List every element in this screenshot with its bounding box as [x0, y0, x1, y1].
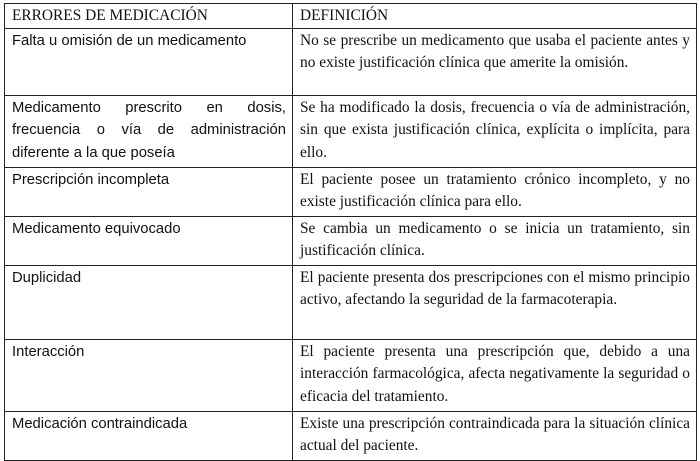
definition-cell: El paciente presenta una prescripción que, debido a una interacción farmacológica, afecta negativamente la seguridad o eficacia del tratamiento. — [293, 339, 697, 411]
error-cell: Medicación contraindicada — [5, 411, 293, 460]
table-row — [5, 95, 697, 167]
table-row — [5, 265, 697, 339]
table-row — [5, 216, 697, 265]
table-row — [5, 28, 697, 95]
medication-errors-document — [4, 3, 696, 457]
error-cell: Medicamento prescrito en dosis, frecuencia o vía de administración diferente a la que poseía — [5, 95, 293, 167]
header-errores: ERRORES DE MEDICACIÓN — [5, 4, 293, 29]
table-row — [5, 411, 697, 460]
error-cell: Interacción — [5, 339, 293, 411]
medication-errors-table — [4, 3, 697, 461]
error-cell: Falta u omisión de un medicamento — [5, 28, 293, 95]
definition-cell: Existe una prescripción contraindicada para la situación clínica actual del paciente. — [293, 411, 697, 460]
table-row — [5, 167, 697, 216]
definition-cell: El paciente presenta dos prescripciones con el mismo principio activo, afectando la seguridad de la farmacoterapia. — [293, 265, 697, 339]
header-definicion: DEFINICIÓN — [293, 4, 697, 29]
error-cell: Duplicidad — [5, 265, 293, 339]
definition-cell: El paciente posee un tratamiento crónico incompleto, y no existe justificación clínica para ello. — [293, 167, 697, 216]
definition-cell: No se prescribe un medicamento que usaba el paciente antes y no existe justificación clínica que amerite la omisión. — [293, 28, 697, 95]
definition-cell: Se ha modificado la dosis, frecuencia o vía de administración, sin que exista justificación clínica, explícita o implícita, para ello. — [293, 95, 697, 167]
definition-cell: Se cambia un medicamento o se inicia un tratamiento, sin justificación clínica. — [293, 216, 697, 265]
table-row — [5, 339, 697, 411]
error-cell: Prescripción incompleta — [5, 167, 293, 216]
error-cell: Medicamento equivocado — [5, 216, 293, 265]
table-header-row — [5, 4, 697, 29]
